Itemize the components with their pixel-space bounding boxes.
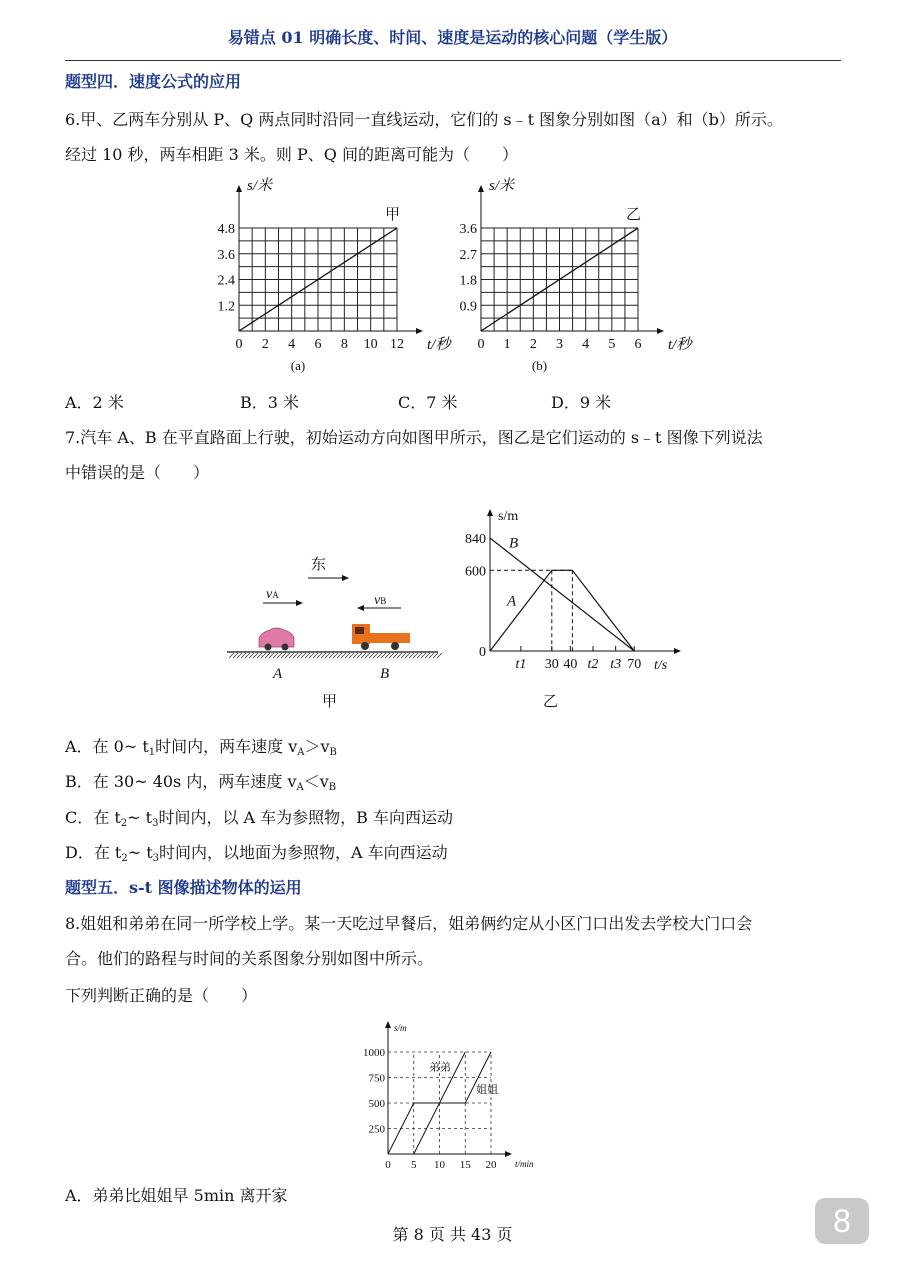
x-tick-label: t2: [587, 657, 599, 672]
page-footer: 第 8 页 共 43 页: [392, 1225, 513, 1244]
y-tick-label: 1000: [363, 1047, 385, 1059]
y-axis-label: s/m: [394, 1023, 407, 1033]
va-label: vA: [266, 587, 279, 602]
x-tick-label: 12: [390, 337, 404, 352]
option-a[interactable]: A．在 0~ $t_1$时间内，两车速度 $v_A>v_B$: [65, 737, 337, 758]
series-label-a: A: [507, 593, 517, 610]
figure-caption-yi: 乙: [543, 694, 559, 710]
y-tick-label: 4.8: [217, 222, 235, 237]
x-tick-label: 4: [582, 337, 590, 352]
y-tick-label: 500: [368, 1098, 385, 1110]
question-6-text: 6.甲、乙两车分别从 P、Q 两点同时沿同一直线运动，它们的 s﹣t 图象分别如图（a）和（b）所示。: [65, 110, 783, 129]
car-a-icon: [259, 628, 294, 651]
x-tick-label: 10: [434, 1159, 445, 1171]
ground-hatch: [229, 653, 442, 658]
x-tick-label: 0: [477, 337, 485, 352]
x-tick-label: 6: [634, 337, 642, 352]
x-tick-label: t3: [610, 657, 622, 672]
x-tick-label: 6: [314, 337, 322, 352]
x-tick-label: 2: [529, 337, 537, 352]
y-tick-label: 250: [368, 1123, 385, 1136]
x-tick-label: 0: [235, 337, 243, 352]
y-tick-label: 1.2: [217, 299, 235, 315]
car-b-label: B: [380, 666, 390, 682]
question-8-text: 合。他们的路程与时间的关系图象分别如图中所示。: [65, 949, 434, 968]
x-axis-label: t/秒: [427, 337, 451, 353]
question-7-text: 中错误的是（ ）: [65, 463, 210, 482]
x-axis-label: t/秒: [668, 337, 692, 353]
x-tick-label: 15: [459, 1159, 471, 1171]
x-axis-label: t/min: [515, 1159, 534, 1169]
section-heading: 题型四．速度公式的应用: [65, 72, 242, 91]
chart-q7: [465, 509, 680, 673]
vb-label: vB: [374, 593, 387, 608]
page-header-title: 易错点 01 明确长度、时间、速度是运动的核心问题（学生版）: [227, 28, 678, 47]
series-label-brother: 弟弟: [429, 1062, 451, 1074]
x-tick-label: 10: [363, 337, 378, 352]
y-tick-label: 840: [465, 532, 486, 548]
option-d[interactable]: D．9 米: [551, 393, 612, 412]
section-heading: 题型五．s-t 图像描述物体的运用: [65, 878, 302, 897]
series-label: 乙: [626, 207, 642, 223]
question-8-text: 8.姐姐和弟弟在同一所学校上学。某一天吃过早餐后，姐弟俩约定从小区门口出发去学校大门口会: [65, 914, 753, 933]
y-axis-label: s/m: [498, 509, 519, 524]
x-tick-label: 2: [261, 337, 269, 352]
question-7-text: 7.汽车 A、B 在平直路面上行驶，初始运动方向如图甲所示，图乙是它们运动的 s﹣t 图像下列说法: [65, 428, 763, 447]
east-label: 东: [311, 557, 327, 573]
truck-b-icon: [352, 624, 410, 650]
x-tick-label: 3: [556, 337, 563, 352]
x-axis-label: t/s: [654, 658, 668, 673]
chart-q8: [363, 1022, 534, 1171]
option-c[interactable]: C．7 米: [398, 393, 458, 412]
chart-a: [218, 177, 454, 373]
y-tick-label: 3.6: [217, 247, 235, 263]
question-6-text: 经过 10 秒，两车相距 3 米。则 P、Q 间的距离可能为（ ）: [65, 145, 518, 164]
x-tick-label: 70: [627, 657, 642, 672]
option-c[interactable]: C．在 $t_2\sim$ $t_3$时间内，以 A 车为参照物，B 车向西运动: [65, 808, 454, 829]
x-tick-label: 40: [563, 657, 578, 672]
y-tick-label: 0: [479, 645, 486, 660]
figure-caption-jia: 甲: [322, 694, 338, 710]
car-a-label: A: [273, 666, 283, 682]
x-tick-label: 8: [340, 337, 348, 352]
chart-caption: (a): [290, 358, 306, 373]
series-line: [490, 570, 634, 651]
x-tick-label: 4: [288, 337, 296, 352]
y-axis-label: s/米: [489, 178, 515, 194]
option-a[interactable]: A．弟弟比姐姐早 5min 离开家: [65, 1186, 288, 1205]
y-tick-label: 2.4: [217, 273, 235, 289]
x-tick-label: 5: [608, 337, 616, 352]
x-tick-label: 1: [503, 337, 511, 352]
y-tick-label: 3.6: [459, 222, 477, 237]
car-scene: [227, 556, 558, 710]
question-8-text: 下列判断正确的是（ ）: [65, 986, 258, 1005]
x-tick-label: t1: [515, 657, 527, 672]
chart-caption: (b): [531, 358, 548, 373]
series-label-b: B: [509, 535, 519, 552]
series-label: 甲: [385, 207, 401, 223]
y-tick-label: 0.9: [459, 299, 477, 315]
y-tick-label: 600: [465, 564, 486, 580]
y-tick-label: 2.7: [459, 247, 477, 263]
option-b[interactable]: B．3 米: [240, 393, 300, 412]
y-tick-label: 1.8: [459, 273, 477, 289]
x-tick-label: 0: [385, 1159, 391, 1171]
x-tick-label: 5: [411, 1159, 417, 1171]
option-d[interactable]: D．在 $t_2\sim$ $t_3$时间内，以地面为参照物，A 车向西运动: [65, 843, 448, 864]
series-label-sister: 姐姐: [476, 1084, 498, 1096]
x-tick-label: 20: [485, 1159, 497, 1171]
chart-b: [460, 177, 695, 373]
option-a[interactable]: A．2 米: [65, 393, 124, 412]
page-number-badge: 8: [815, 1198, 869, 1244]
option-b[interactable]: B．在 30~ 40s 内，两车速度 $v_A<v_B$: [65, 772, 337, 793]
x-tick-label: 30: [544, 657, 559, 672]
y-axis-label: s/米: [247, 178, 273, 194]
y-tick-label: 750: [368, 1072, 385, 1085]
